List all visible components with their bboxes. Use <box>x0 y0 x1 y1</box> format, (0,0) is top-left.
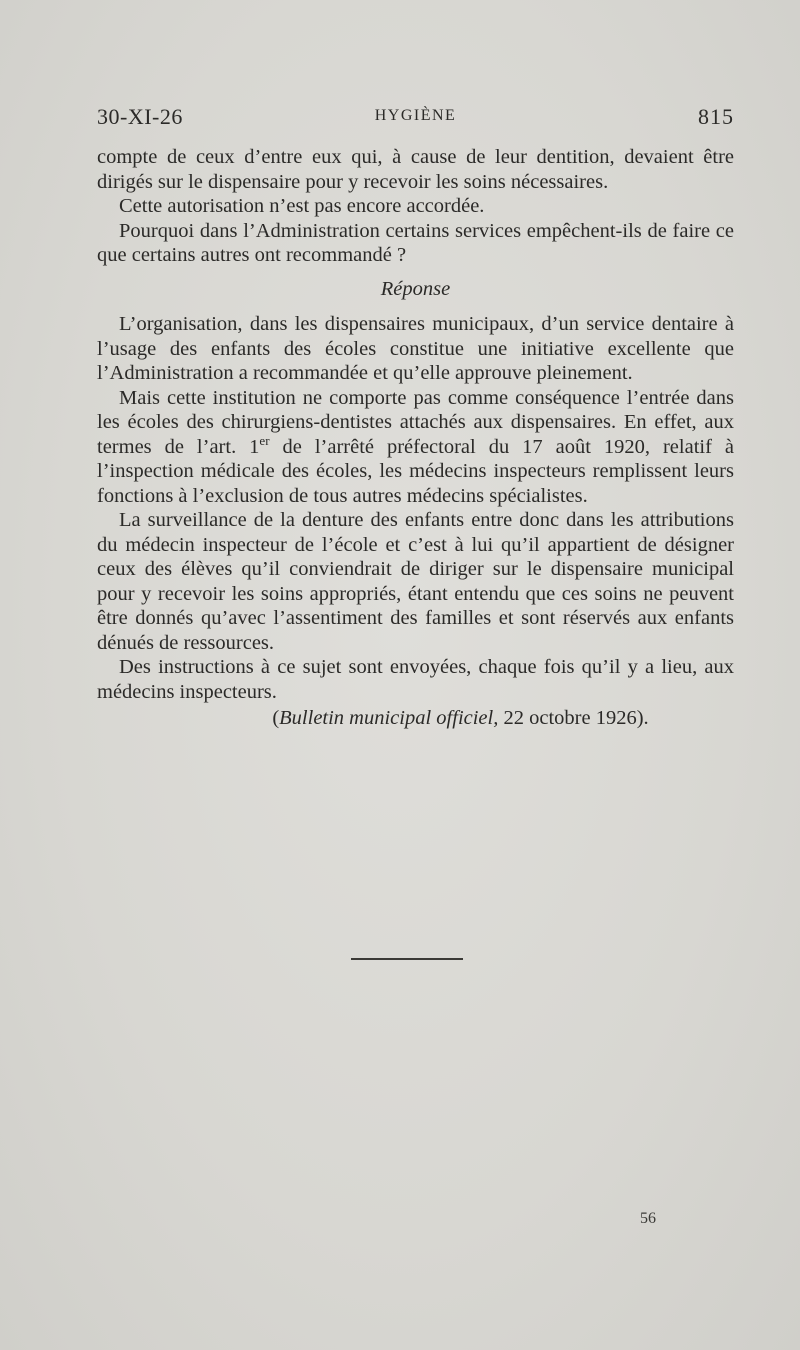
citation-date: 22 octobre 1926). <box>498 707 649 729</box>
body-text <box>97 145 734 731</box>
citation-open: ( <box>272 707 280 729</box>
running-head-section: HYGIÈNE <box>374 107 457 124</box>
paragraph <box>97 386 734 509</box>
citation <box>97 706 734 731</box>
paragraph-question: Pourquoi dans l’Administration certains services empêchent-ils de faire ce que certains autres ont recommandé ? <box>97 219 734 266</box>
superscript: er <box>259 432 270 448</box>
running-head-date: 30-XI-26 <box>97 104 183 129</box>
page-number: 815 <box>698 104 734 129</box>
paragraph: Des instructions à ce sujet sont envoyées, chaque fois qu’il y a lieu, aux médecins inspecteurs. <box>97 656 734 703</box>
running-head <box>97 104 734 134</box>
paragraph: La surveillance de la denture des enfants entre donc dans les attributions du médecin inspecteur de l’école et c’est à lui qu’il appartient de désigner ceux des élèves qu’il conviendrait de diriger sur le dispensaire municipal pour y recevoir les soins appropriés, étant entendu que ces soins ne peuvent être donnés qu’avec l’assentiment des familles et sont réservés aux enfants dénués de ressources. <box>97 509 734 654</box>
citation-title: Bulletin municipal officiel, <box>279 707 499 729</box>
paragraph-continuation: compte de ceux d’entre eux qui, à cause de leur dentition, devaient être dirigés sur le dispensaire pour y recevoir les soins nécessaires. <box>97 146 734 193</box>
paragraph-text: Mais cette institution ne comporte pas comme conséquence l’entrée dans les écoles des chirurgiens-dentistes attachés aux dispensaires. En effet, aux termes de l’art. 1 <box>97 386 734 458</box>
paragraph: L’organisation, dans les dispensaires municipaux, d’un service dentaire à l’usage des enfants des écoles constitue une initiative excellente que l’Administration a recommandée et qu’elle approuve pleinement. <box>97 313 734 384</box>
paragraph-text: de l’arrêté préfectoral du 17 août 1920, relatif à l’inspection médicale des écoles, les médecins inspecteurs remplissent leurs fonctions à l’exclusion de tous autres médecins spécialistes. <box>97 435 734 507</box>
signature-mark: 56 <box>640 1210 656 1227</box>
section-heading-reponse: Réponse <box>380 277 451 300</box>
paragraph: Cette autorisation n’est pas encore accordée. <box>119 195 485 217</box>
section-divider-rule <box>351 958 463 960</box>
